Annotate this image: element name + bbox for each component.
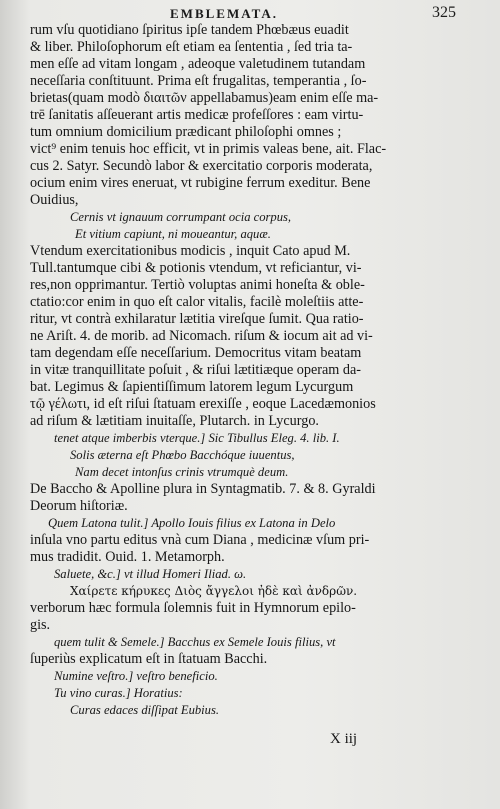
text-line: Tull.tantumque cibi & potionis vtendum, vt reficiantur, vi-: [30, 260, 362, 276]
body-text: [30, 22, 480, 719]
text-line: ritur, vt contrà exhilaratur lætitia vireſque ſumit. Qua ratio-: [30, 311, 364, 327]
text-line: men eſſe ad vitam longam , adeoque valetudinem tutandam: [30, 56, 366, 72]
text-line: Tu vino curas.] Horatius:: [54, 686, 183, 700]
text-line: rum vſu quotidiano ſpiritus ipſe tandem Phœbæus euadit: [30, 22, 349, 38]
text-line: neceſſaria conſtituunt. Prima eſt frugalitas, temperantia , ſo-: [30, 73, 367, 89]
text-line: Ouidius,: [30, 192, 79, 208]
text-line: tam degendam eſſe neceſſarium. Democritus vitam beatam: [30, 345, 362, 361]
text-line: quem tulit & Semele.] Bacchus ex Semele Iouis filius, vt: [54, 635, 336, 649]
text-line: De Baccho & Apolline plura in Syntagmatib. 7. & 8. Gyraldi: [30, 481, 376, 497]
text-line: Χαίρετε κήρυκες Διὸς ἄγγελοι ἠδὲ καὶ ἀνδρῶν.: [70, 584, 358, 598]
text-line: ad riſum & lætitiam inuitaſſe, Plutarch. in Lycurgo.: [30, 413, 319, 429]
text-line: trē ſanitatis aſſeuerant artis medicæ profeſſores : eam virtu-: [30, 107, 364, 123]
page-number: 325: [432, 4, 456, 21]
text-line: ocium enim vires eneruat, vt rubigine ferrum exeditur. Bene: [30, 175, 371, 191]
text-line: cus 2. Satyr. Secundò labor & exercitatio corporis moderata,: [30, 158, 373, 174]
text-line: Saluete, &c.] vt illud Homeri Iliad. ω.: [54, 567, 247, 581]
text-line: tum omnium domicilium prædicant philoſophi omnes ;: [30, 124, 342, 140]
text-line: in vitæ tranquillitate poſuit , & riſui lætitiæque operam da-: [30, 362, 361, 378]
text-line: Solis æterna eſt Phœbo Bacchóque iuuentus,: [70, 448, 295, 462]
text-line: Curas edaces diſſipat Eubius.: [70, 703, 220, 717]
text-line: bat. Legimus & ſapientiſſimum latorem legum Lycurgum: [30, 379, 354, 395]
text-line: tenet atque imberbis vterque.] Sic Tibullus Eleg. 4. lib. I.: [54, 431, 340, 445]
text-line: τῷ γέλωτι, id eſt riſui ſtatuam erexiſſe , eoque Lacedæmonios: [30, 396, 376, 412]
text-line: & liber. Philoſophorum eſt etiam ea ſententia , ſed tria ta-: [30, 39, 353, 55]
text-line: ſuperiùs explicatum eſt in ſtatuam Bacchi.: [30, 651, 268, 667]
signature-mark: X iij: [330, 731, 358, 747]
text-line: inſula vno partu editus vnà cum Diana , medicinæ vſum pri-: [30, 532, 370, 548]
text-line: brietas(quam modò διαιτῶν appellabamus)eam enim eſſe ma-: [30, 90, 379, 106]
text-line: Cernis vt ignauum corrumpant ocia corpus,: [70, 210, 292, 224]
text-line: verborum hæc formula ſolemnis fuit in Hymnorum epilo-: [30, 600, 356, 616]
text-line: Numine veſtro.] veſtro beneficio.: [54, 669, 218, 683]
text-line: mus tradidit. Ouid. 1. Metamorph.: [30, 549, 225, 565]
text-line: Quem Latona tulit.] Apollo Iouis filius ex Latona in Delo: [48, 516, 336, 530]
text-line: res,non opprimantur. Tertiò voluptas animi honeſta & oble-: [30, 277, 365, 293]
text-line: ctatio:cor enim in quo eſt calor vitalis, facilè moleſtiis atte-: [30, 294, 364, 310]
text-line: Vtendum exercitationibus modicis , inquit Cato apud M.: [30, 243, 351, 259]
text-line: Deorum hiſtoriæ.: [30, 498, 128, 514]
text-line: vict⁹ enim tenuis hoc efficit, vt in primis valeas bene, ait. Flac-: [30, 141, 387, 157]
text-line: Et vitium capiunt, ni moueantur, aquæ.: [75, 227, 271, 241]
text-line: Nam decet intonſus crinis vtrumquè deum.: [75, 465, 289, 479]
text-line: ne Ariſt. 4. de morib. ad Nicomach. riſum & iocum ait ad vi-: [30, 328, 373, 344]
text-line: gis.: [30, 617, 51, 633]
running-title: EMBLEMATA.: [170, 6, 278, 21]
